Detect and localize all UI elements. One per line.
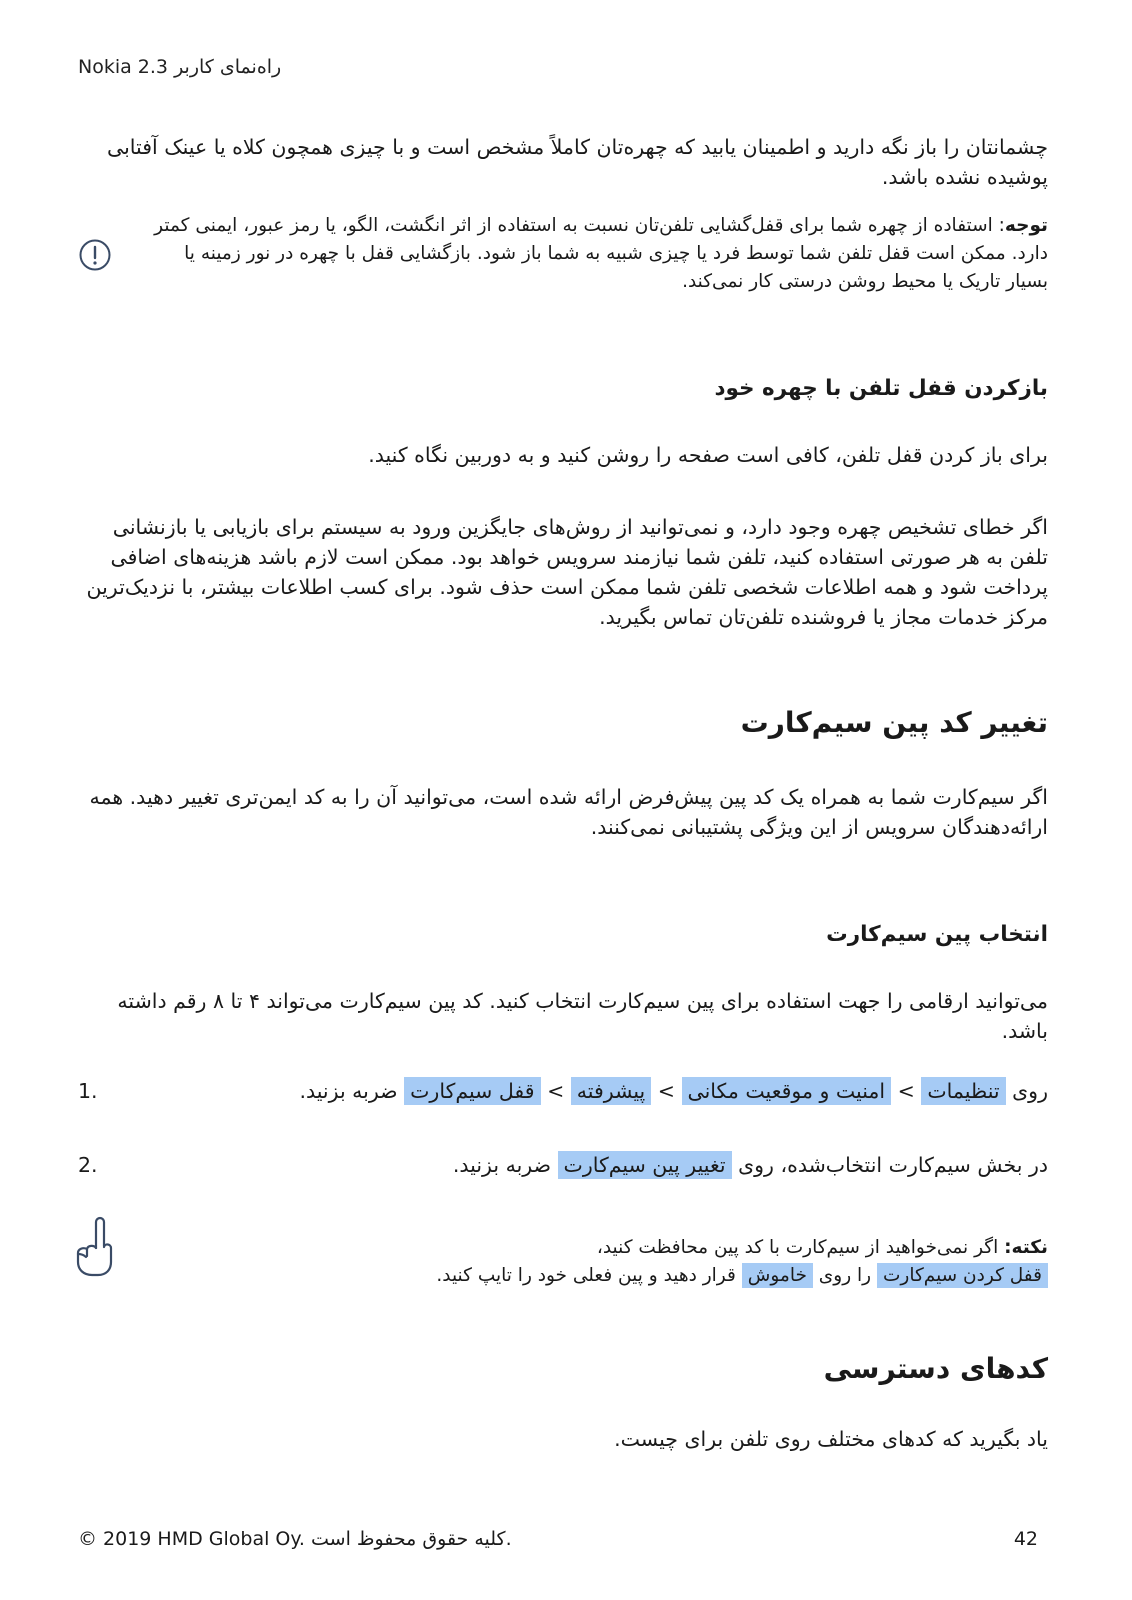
sim-lock-link[interactable]: قفل سیم‌کارت bbox=[404, 1077, 540, 1105]
change-sim-pin-link[interactable]: تغییر پین سیم‌کارت bbox=[558, 1151, 732, 1179]
step-1-number: 1. bbox=[78, 1079, 98, 1103]
step-1-post: ضربه بزنید. bbox=[299, 1079, 398, 1103]
step-1-separator: > bbox=[897, 1079, 915, 1103]
step-2-post: ضربه بزنید. bbox=[452, 1153, 552, 1177]
caution-text: : استفاده از چهره شما برای قفل‌گشایی تلفن‌تان نسبت به استفاده از اثر انگشت، الگو، یا رمز عبور، ایمنی کمتر دارد. ممکن است قفل تلفن شما توسط فرد یا چیزی شبیه به شما باز شود. بازگشایی قفل با چهره در نور زمینه یا بسیار تاریک یا محیط روشن درستی کار نمی‌کند. bbox=[154, 215, 1048, 292]
page-header-title: Nokia 2.3 راه‌نمای کاربر bbox=[78, 56, 282, 78]
step-2 bbox=[78, 1150, 1048, 1182]
tip-line-1: اگر نمی‌خواهید از سیم‌کارت با کد پین محافظت کنید، bbox=[596, 1237, 999, 1258]
step-1 bbox=[78, 1076, 1048, 1136]
tip-mid: را روی bbox=[818, 1265, 872, 1286]
advanced-link[interactable]: پیشرفته bbox=[571, 1077, 651, 1105]
exclamation-icon bbox=[78, 238, 112, 276]
copyright-text: © 2019 HMD Global Oy. کلیه حقوق محفوظ است. bbox=[78, 1528, 512, 1550]
step-1-pre: روی bbox=[1012, 1079, 1048, 1103]
step-1-separator: > bbox=[547, 1079, 565, 1103]
pointing-hand-icon bbox=[74, 1216, 116, 1282]
security-location-link[interactable]: امنیت و موقعیت مکانی bbox=[682, 1077, 892, 1105]
heading-choose-pin: انتخاب پین سیم‌کارت bbox=[826, 922, 1048, 947]
step-2-number: 2. bbox=[78, 1153, 98, 1177]
choose-pin-paragraph: می‌توانید ارقامی را جهت استفاده برای پین سیم‌کارت انتخاب کنید. کد پین سیم‌کارت می‌تواند ۴ تا ۸ رقم داشته باشد. bbox=[117, 989, 1048, 1043]
off-link[interactable]: خاموش bbox=[742, 1263, 813, 1288]
heading-face-unlock: بازکردن قفل تلفن با چهره خود bbox=[714, 376, 1048, 401]
settings-link[interactable]: تنظیمات bbox=[921, 1077, 1005, 1105]
step-2-pre: در بخش سیم‌کارت انتخاب‌شده، روی bbox=[738, 1153, 1048, 1177]
tip-post: قرار دهید و پین فعلی خود را تایپ کنید. bbox=[436, 1265, 736, 1286]
tip-note bbox=[148, 1234, 1048, 1290]
face-unlock-paragraph-1: برای باز کردن قفل تلفن، کافی است صفحه را روشن کنید و به دوربین نگاه کنید. bbox=[368, 443, 1048, 467]
heading-access-codes: کدهای دسترسی bbox=[823, 1352, 1048, 1385]
intro-paragraph: چشمانتان را باز نگه دارید و اطمینان یابید که چهره‌تان کاملاً مشخص است و با چیزی همچون کلاه یا عینک آفتابی پوشیده نشده باشد. bbox=[107, 135, 1048, 189]
lock-sim-link[interactable]: قفل کردن سیم‌کارت bbox=[877, 1263, 1048, 1288]
access-codes-paragraph: یاد بگیرید که کدهای مختلف روی تلفن برای چیست. bbox=[614, 1427, 1048, 1451]
face-unlock-paragraph-2: اگر خطای تشخیص چهره وجود دارد، و نمی‌توانید از روش‌های جایگزین ورود به سیستم برای بازیابی یا بازنشانی تلفن به هر صورتی استفاده کنید، تلفن شما نیازمند سرویس خواهد بود. ممکن است لازم باشد هزینه‌های اضافی پرداخت شود و همه اطلاعات شخصی تلفن شما ممکن است حذف شود. برای کسب اطلاعات بیشتر، با نزدیک‌ترین مرکز خدمات مجاز یا فروشنده تلفن‌تان تماس بگیرید. bbox=[86, 515, 1048, 629]
tip-label: نکته: bbox=[1004, 1237, 1048, 1258]
caution-label: توجه bbox=[1004, 215, 1048, 236]
caution-note bbox=[148, 212, 1048, 296]
page-number: 42 bbox=[1013, 1528, 1038, 1550]
change-pin-paragraph: اگر سیم‌کارت شما به همراه یک کد پین پیش‌فرض ارائه شده است، می‌توانید آن را به کد ایمن‌تری تغییر دهید. همه ارائه‌دهندگان سرویس از این ویژگی پشتیبانی نمی‌کنند. bbox=[89, 785, 1048, 839]
heading-change-pin: تغییر کد پین سیم‌کارت bbox=[740, 706, 1048, 739]
step-1-separator: > bbox=[657, 1079, 675, 1103]
